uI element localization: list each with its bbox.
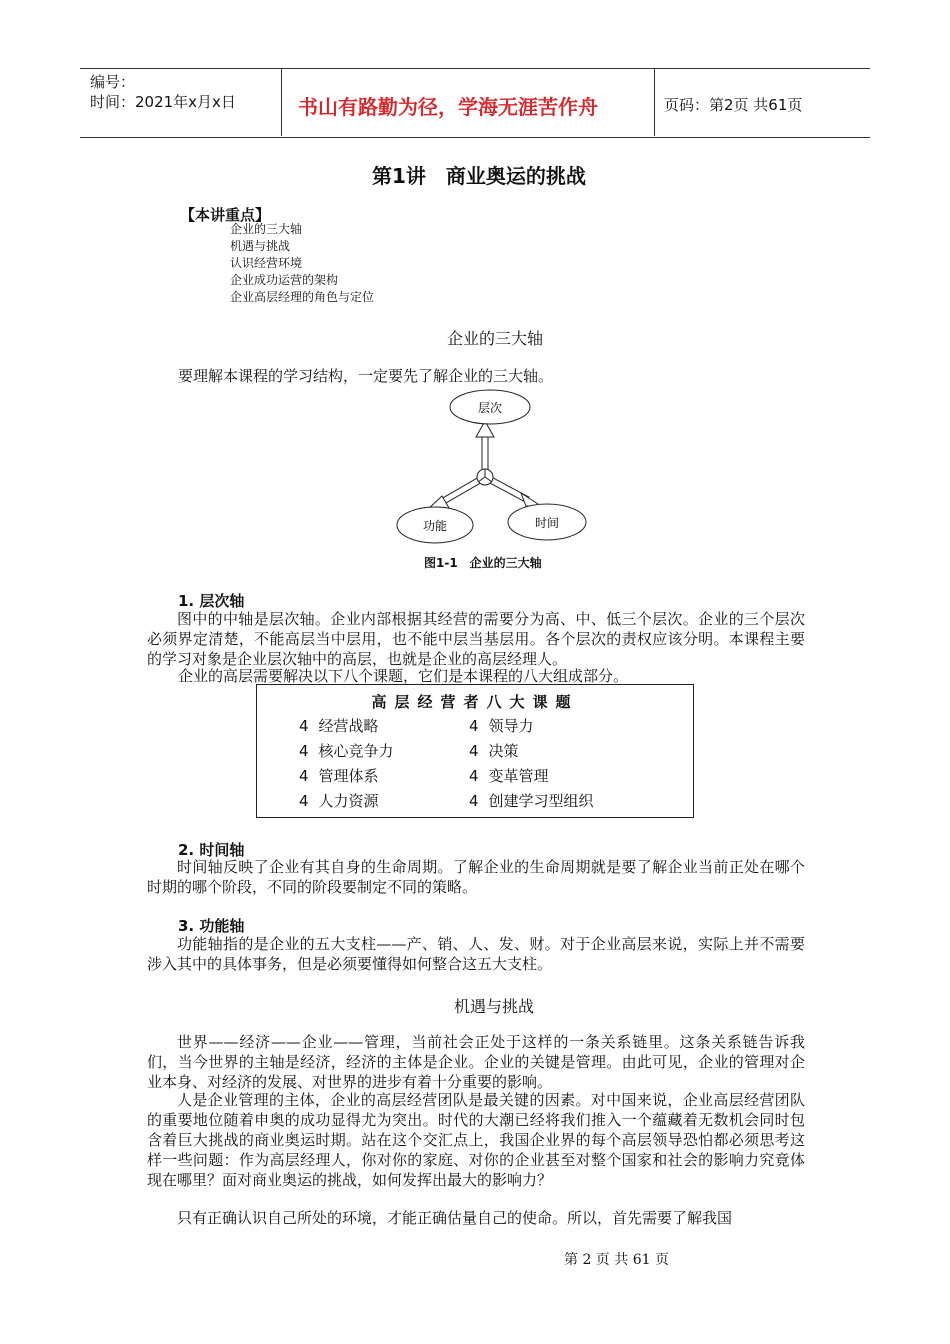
topics-table bbox=[256, 684, 694, 818]
axis1-paragraph-2: 企业的高层需要解决以下八个课题，它们是本课程的八大组成部分。 bbox=[178, 667, 629, 685]
header-page-info: 页码：第2页 共61页 bbox=[664, 96, 803, 114]
topic-label: 核心竞争力 bbox=[318, 742, 394, 760]
focus-heading: 【本讲重点】 bbox=[180, 206, 271, 224]
bullet-marker: 4 bbox=[469, 792, 479, 810]
three-axes-diagram bbox=[380, 385, 620, 550]
doc-date-label: 时间：2021年x月x日 bbox=[90, 93, 236, 111]
node-function-label: 功能 bbox=[422, 519, 448, 533]
bullet-marker: 4 bbox=[469, 742, 479, 760]
bullet-marker: 4 bbox=[299, 792, 309, 810]
topics-table-title: 高层经营者八大课题 bbox=[371, 693, 579, 711]
axis3-paragraph: 功能轴指的是企业的五大支柱——产、销、人、发、财。对于企业高层来说，实际上并不需要涉入其中的具体事务，但是必须要懂得如何整合这五大支柱。 bbox=[147, 935, 805, 973]
section2-paragraph-3: 只有正确认识自己所处的环境，才能正确估量自己的使命。所以，首先需要了解我国 bbox=[177, 1209, 733, 1227]
topic-item bbox=[469, 765, 549, 786]
topic-label: 领导力 bbox=[488, 717, 534, 735]
section2-paragraph-1: 世界——经济——企业——管理，当前社会正处于这样的一条关系链里。这条关系链告诉我们，当今世界的主轴是经济，经济的主体是企业。企业的关键是管理。由此可见，企业的管理对企业本身、对经济的发展、对世界的进步有着十分重要的影响。 bbox=[147, 1033, 805, 1091]
focus-item: 机遇与挑战 bbox=[230, 239, 291, 253]
focus-item: 企业成功运营的架构 bbox=[230, 273, 339, 287]
topic-label: 变革管理 bbox=[488, 767, 549, 785]
topic-label: 人力资源 bbox=[318, 792, 379, 810]
axis-right-arrow bbox=[485, 477, 541, 506]
axis1-paragraph: 图中的中轴是层次轴。企业内部根据其经营的需要分为高、中、低三个层次。企业的三个层次必须界定清楚，不能高层当中层用，也不能中层当基层用。各个层次的责权应该分明。本课程主要的学习对象是企业层次轴中的高层，也就是企业的高层经理人。 bbox=[147, 610, 805, 668]
topic-label: 经营战略 bbox=[318, 717, 379, 735]
axis2-heading: 2. 时间轴 bbox=[178, 841, 245, 859]
doc-number-label: 编号： bbox=[90, 73, 136, 91]
page-footer: 第 2 页 共 61 页 bbox=[564, 1252, 669, 1268]
topic-label: 创建学习型组织 bbox=[488, 792, 594, 810]
axis2-paragraph: 时间轴反映了企业有其自身的生命周期。了解企业的生命周期就是要了解企业当前正处在哪个时期的哪个阶段，不同的阶段要制定不同的策略。 bbox=[147, 858, 805, 896]
bullet-marker: 4 bbox=[469, 767, 479, 785]
focus-item: 认识经营环境 bbox=[230, 256, 303, 270]
bullet-marker: 4 bbox=[469, 717, 479, 735]
focus-item: 企业的三大轴 bbox=[230, 222, 303, 236]
topic-item bbox=[299, 790, 379, 811]
topic-label: 管理体系 bbox=[318, 767, 379, 785]
section1-intro: 要理解本课程的学习结构，一定要先了解企业的三大轴。 bbox=[178, 367, 554, 385]
axis-left-arrow bbox=[427, 477, 485, 510]
axis1-heading: 1. 层次轴 bbox=[178, 592, 245, 610]
node-level-label: 层次 bbox=[477, 401, 503, 415]
bullet-marker: 4 bbox=[299, 717, 309, 735]
focus-item: 企业高层经理的角色与定位 bbox=[230, 290, 375, 304]
topic-item bbox=[299, 715, 379, 736]
node-time-label: 时间 bbox=[534, 516, 560, 530]
header-motto: 书山有路勤为径，学海无涯苦作舟 bbox=[298, 95, 598, 119]
topic-item bbox=[299, 765, 379, 786]
topic-item bbox=[469, 790, 594, 811]
bullet-marker: 4 bbox=[299, 767, 309, 785]
topic-item bbox=[469, 715, 534, 736]
axis3-heading: 3. 功能轴 bbox=[178, 917, 245, 935]
topic-item bbox=[469, 740, 519, 761]
header-divider-right bbox=[654, 68, 655, 136]
section-heading-three-axes: 企业的三大轴 bbox=[446, 329, 543, 348]
focus-list bbox=[230, 221, 374, 306]
section-heading-opportunities: 机遇与挑战 bbox=[453, 997, 534, 1016]
bullet-marker: 4 bbox=[299, 742, 309, 760]
topic-item bbox=[299, 740, 394, 761]
figure-caption: 图1-1 企业的三大轴 bbox=[424, 556, 542, 570]
header-divider-left bbox=[281, 68, 282, 136]
section2-paragraph-2: 人是企业管理的主体，企业的高层经营团队是最关键的因素。对中国来说，企业高层经营团队的重要地位随着申奥的成功显得尤为突出。时代的大潮已经将我们推入一个蕴藏着无数机会同时包含着巨大挑战的商业奥运时期。站在这个交汇点上，我国企业界的每个高层领导恐怕都必须思考这样一些问题：作为高层经理人，你对你的家庭、对你的企业甚至对整个国家和社会的影响力究竟体现在哪里？面对商业奥运的挑战，如何发挥出最大的影响力？ bbox=[147, 1091, 805, 1189]
lecture-title: 第1讲 商业奥运的挑战 bbox=[372, 164, 586, 188]
topic-label: 决策 bbox=[488, 742, 519, 760]
